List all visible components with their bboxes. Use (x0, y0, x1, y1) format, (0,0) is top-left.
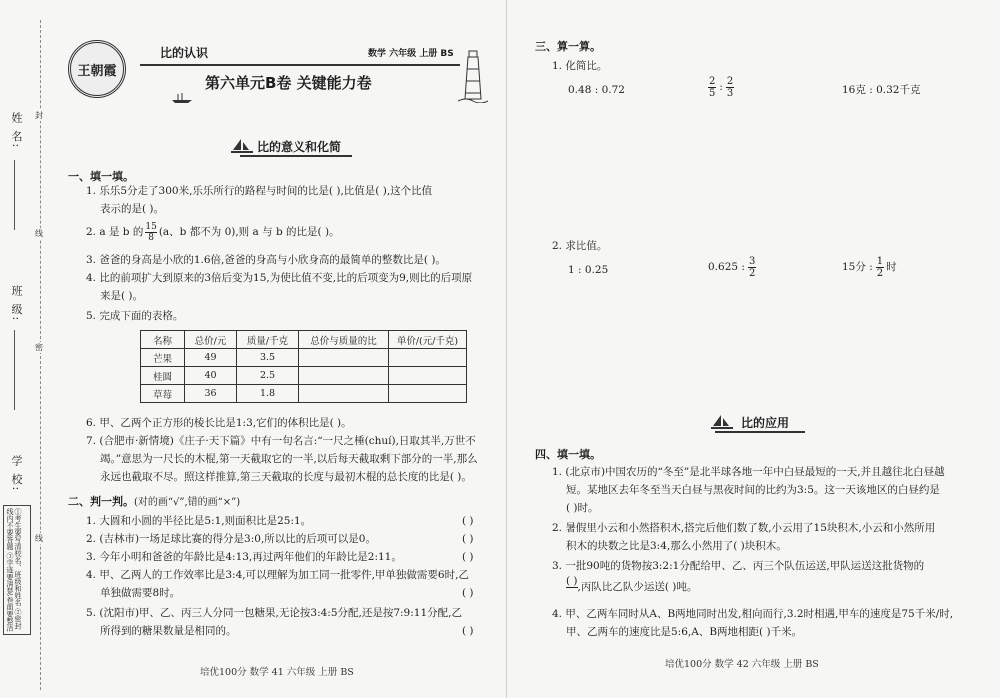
table-header-row (141, 331, 467, 349)
left-banner-text: 比的意义和化简 (256, 139, 341, 154)
header-rule (140, 64, 460, 66)
school-label: 学 校: (10, 455, 23, 493)
part1-title: 一、填一填。 (68, 170, 134, 183)
judge-5-line1: 5. (沈阳市)甲、乙、丙三人分同一包糖果,无论按3:4:5分配,还是按7:9:11分配,乙 (86, 607, 462, 619)
page-gutter (506, 0, 507, 698)
page-title: 第六单元B卷 关键能力卷 (205, 74, 372, 92)
q2-pre: 2. a 是 b 的 (86, 226, 144, 238)
table-row (141, 349, 467, 367)
expr2-den-1: 5 (709, 88, 716, 99)
expr2-frac-2 (726, 76, 734, 99)
seal-mark-4: 线 (35, 534, 43, 543)
table-cell: 40 (185, 367, 237, 385)
v3-den: 2 (876, 268, 884, 279)
grade-info: 数学 六年级 上册 BS (368, 49, 454, 59)
v2-num: 3 (748, 256, 756, 267)
table-header-cell: 单价/(元/千克) (389, 331, 467, 349)
app-1-line3: ( )时。 (566, 502, 599, 514)
judge-2-answer[interactable]: ( ) (462, 533, 474, 545)
judge-4-line1: 4. 甲、乙两人的工作效率比是3:4,可以理解为加工同一批零件,甲单独做需要6时,乙 (86, 569, 469, 581)
sailboat-icon (231, 137, 253, 155)
app-3-line1: 3. 一批90吨的货物按3:2:1分配给甲、乙、丙三个队伍运送,甲队运送这批货物的 (552, 560, 925, 572)
judge-2: 2. (吉林市)一场足球比赛的得分是3:0,所以比的后项可以是0。 (86, 533, 376, 545)
table-cell: 草莓 (141, 385, 185, 403)
left-section-banner (220, 137, 352, 157)
judge-3: 3. 今年小明和爸爸的年龄比是4:13,再过两年他们的年龄比是2:11。 (86, 551, 402, 563)
expr2-num-2: 2 (726, 76, 734, 87)
right-banner-text: 比的应用 (740, 415, 789, 430)
expr2-num-1: 2 (709, 76, 716, 87)
q4-line2: 来是( )。 (100, 290, 144, 302)
q2-fraction (145, 222, 156, 243)
q2 (86, 222, 340, 243)
table-cell: 1.8 (237, 385, 299, 403)
table-cell: 3.5 (237, 349, 299, 367)
binding-strip (0, 0, 60, 698)
simplify-title: 1. 化简比。 (552, 60, 608, 72)
class-line (14, 330, 15, 410)
simplify-expr-2 (708, 76, 734, 99)
v3-post: 时 (886, 261, 897, 273)
seal-mark-1: 封 (35, 111, 43, 120)
left-footer: 培优100分 数学 41 六年级 上册 BS (200, 667, 354, 678)
app-3-blank-fraction[interactable] (566, 576, 578, 599)
app-3-rest: ,丙队比乙队少运送( )吨。 (577, 581, 698, 593)
app-2-line2: 积木的块数之比是3:4,那么小然用了( )块积木。 (566, 540, 787, 552)
app-4-line1: 4. 甲、乙两车同时从A、B两地同时出发,相向而行,3.2时相遇,甲车的速度是75千米/时, (552, 608, 954, 620)
judge-5-line2: 所得到的糖果数量是相同的。 (100, 625, 237, 637)
q2-denominator: 8 (148, 233, 154, 243)
table-header-cell: 质量/千克 (237, 331, 299, 349)
ratio-value-expr-3 (842, 256, 897, 279)
colon: : (719, 81, 723, 93)
expr2-den-2: 3 (726, 88, 734, 99)
table-answer-cell[interactable] (389, 349, 467, 367)
left-banner-underline (240, 155, 352, 157)
part2-title-text: 二、判一判。 (68, 495, 134, 508)
app-3-blank: ( ) (566, 575, 578, 587)
name-label: 姓 名: (10, 112, 23, 150)
q4-line1: 4. 比的前项扩大到原来的3倍后变为15,为使比值不变,比的后项变为9,则比的后项原 (86, 272, 473, 284)
right-footer: 培优100分 数学 42 六年级 上册 BS (665, 659, 819, 670)
q5: 5. 完成下面的表格。 (86, 310, 184, 322)
right-section-banner (695, 413, 805, 433)
judge-3-answer[interactable]: ( ) (462, 551, 474, 563)
q2-numerator: 15 (145, 222, 157, 232)
app-1-line2: 短。某地区去年冬至当天白昼与黑夜时间的比约为3:5。这一天该地区的白昼约是 (566, 484, 940, 496)
ratio-value-title: 2. 求比值。 (552, 240, 608, 252)
v3-frac (876, 256, 884, 279)
app-1-line1: 1. (北京市)中国农历的“冬至”是北半球各地一年中白昼最短的一天,并且越往北白昼越 (552, 466, 945, 478)
v3-pre: 15分 : (842, 261, 873, 273)
table-header-cell: 名称 (141, 331, 185, 349)
q7-line3: 永远也截取不尽。照这样推算,第三天截取的长度与最初木棍的总长度的比是( )。 (100, 471, 472, 483)
judge-1: 1. 大圆和小圆的半径比是5:1,则面积比是25:1。 (86, 515, 312, 527)
ratio-value-expr-1: 1 : 0.25 (568, 264, 609, 276)
table-cell: 49 (185, 349, 237, 367)
ship-icon (170, 92, 194, 107)
q7-line1: 7. (合肥市·新情境)《庄子·天下篇》中有一句名言:“一尺之棰(chuí),日取其半,万世不 (86, 435, 476, 447)
table-cell: 36 (185, 385, 237, 403)
q1-line1: 1. 乐乐5分走了300米,乐乐所行的路程与时间的比是( ),比值是( ),这个比值 (86, 185, 433, 197)
table-cell: 芒果 (141, 349, 185, 367)
q7-line2: 竭。”意思为一尺长的木棍,第一天截取它的一半,以后每天截取剩下部分的一半,那么 (100, 453, 478, 465)
sailboat-icon (711, 413, 733, 431)
table-answer-cell[interactable] (299, 367, 389, 385)
ratio-value-expr-2 (708, 256, 756, 279)
table-answer-cell[interactable] (299, 385, 389, 403)
v3-num: 1 (876, 256, 884, 267)
table-answer-cell[interactable] (389, 367, 467, 385)
expr2-frac-1 (708, 76, 716, 99)
judge-5-answer[interactable]: ( ) (462, 625, 474, 637)
name-line (14, 160, 15, 230)
simplify-expr-1: 0.48 : 0.72 (568, 84, 625, 96)
table-cell: 2.5 (237, 367, 299, 385)
table-answer-cell[interactable] (299, 349, 389, 367)
simplify-expr-3: 16克 : 0.32千克 (842, 84, 921, 96)
v2-pre: 0.625 : (708, 261, 745, 273)
q1-line2: 表示的是( )。 (100, 203, 165, 215)
logo-text: 王朝霞 (77, 63, 117, 79)
app-4-line2: 甲、乙两车的速度比是5:6,A、B两地相距( )千米。 (566, 626, 803, 638)
notice-text: ①考生要写清校名、班级和姓名 ②密封线内不要答题 ③字迹要清楚,卷面要整洁 (6, 508, 22, 632)
table-cell: 桂圆 (141, 367, 185, 385)
table-row (141, 367, 467, 385)
part2-title (68, 493, 240, 509)
notice-box (3, 505, 31, 635)
part3-title: 三、算一算。 (535, 40, 601, 53)
part4-title: 四、填一填。 (535, 448, 601, 461)
q2-post: (a、b 都不为 0),则 a 与 b 的比是( )。 (158, 226, 340, 238)
judge-4-line2: 单独做需要8时。 (100, 587, 181, 599)
table-header-cell: 总价/元 (185, 331, 237, 349)
logo-badge (68, 40, 126, 98)
seal-mark-3: 密 (35, 343, 43, 352)
app-3-blank-den (570, 588, 573, 599)
class-label: 班 级: (10, 285, 23, 323)
judge-4-answer[interactable]: ( ) (462, 587, 474, 599)
table-row (141, 385, 467, 403)
q6: 6. 甲、乙两个正方形的棱长比是1:3,它们的体积比是( )。 (86, 417, 352, 429)
v2-den: 2 (748, 268, 756, 279)
q3: 3. 爸爸的身高是小欣的1.6倍,爸爸的身高与小欣身高的最简单的整数比是( )。 (86, 254, 446, 266)
right-banner-underline (715, 431, 805, 433)
judge-1-answer[interactable]: ( ) (462, 515, 474, 527)
lighthouse-icon (458, 45, 488, 106)
price-table (140, 330, 467, 403)
topic-title: 比的认识 (160, 46, 209, 60)
app-3-line2 (566, 576, 697, 599)
seal-mark-2: 线 (35, 229, 43, 238)
v2-frac (748, 256, 756, 279)
part2-hint: (对的画“√”,错的画“×”) (134, 497, 241, 508)
app-2-line1: 2. 暑假里小云和小然搭积木,搭完后他们数了数,小云用了15块积木,小云和小然所用 (552, 522, 936, 534)
table-answer-cell[interactable] (389, 385, 467, 403)
table-header-cell: 总价与质量的比 (299, 331, 389, 349)
